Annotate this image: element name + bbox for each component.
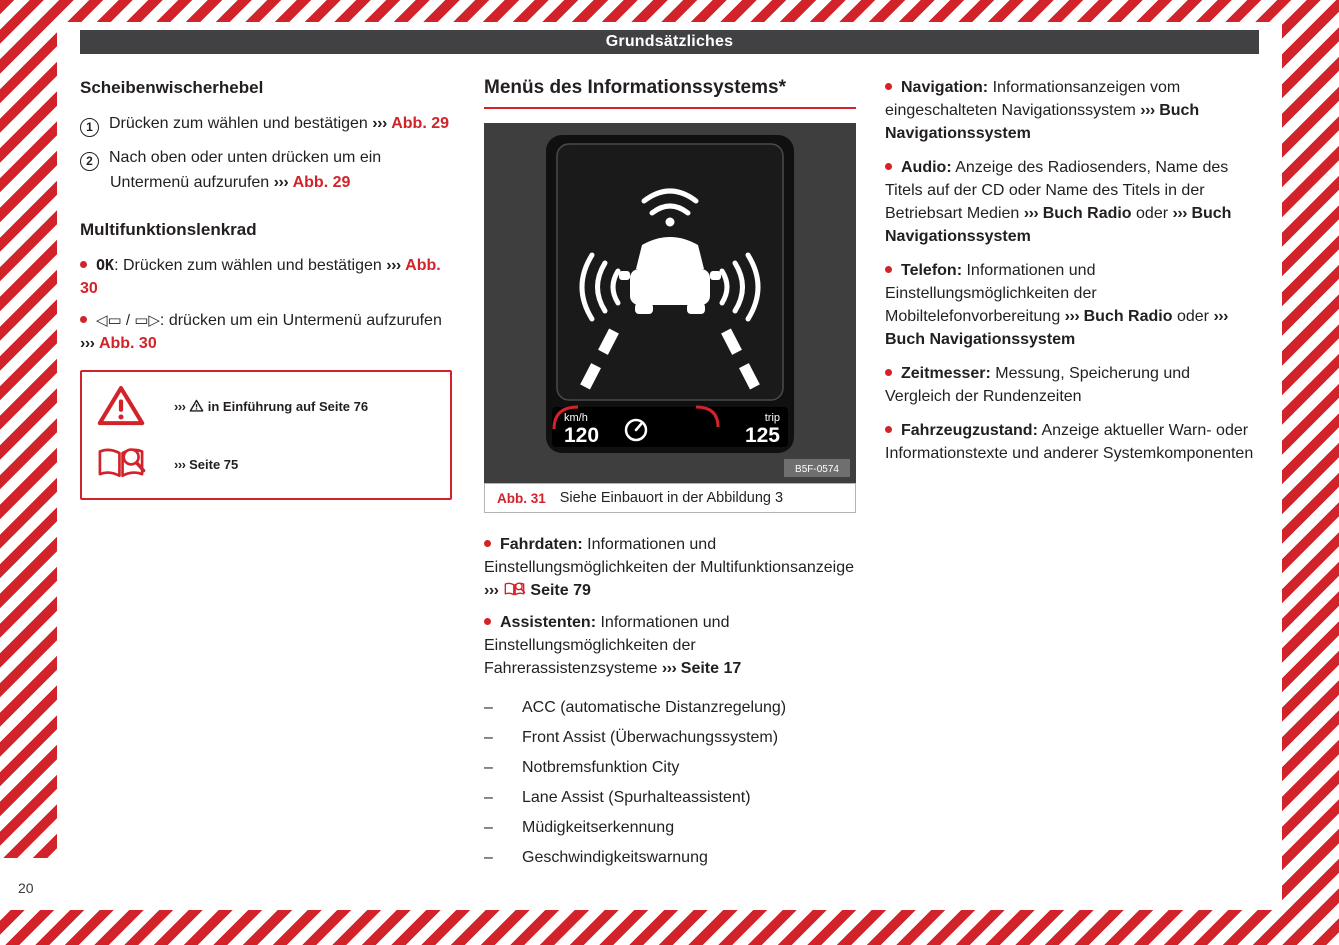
reference-arrows: ››› [174,456,186,472]
book-reference: Buch Radio [1042,205,1132,222]
figure-reference: Abb. 29 [391,115,450,132]
book-reference-row [96,442,436,486]
trip-value: 125 [744,424,780,447]
reference-arrows: ››› [386,257,401,274]
book-search-icon [96,442,146,486]
step-1-badge: 1 [80,118,99,137]
reference-arrows: ››› [1213,308,1228,325]
reference-arrows: ››› [661,660,677,677]
dash-glyph: – [484,789,493,806]
navigation-term: Navigation: [901,79,989,96]
assist-item-text: Müdigkeitserkennung [522,819,675,836]
telefon-text: Informationen und Einstellungsmöglichkeiten der Mobiltelefonvorbereitung [885,262,1097,325]
chapter-title: Grundsätzliches [605,33,734,50]
fahrdaten-term: Fahrdaten: [500,536,583,553]
bullet-audio [885,156,1257,248]
assistenten-text: Informationen und Einstellungsmöglichkeiten der Fahrerassistenzsysteme [484,614,730,677]
bullet-dot [80,316,87,323]
reference-arrows: ››› [372,115,387,132]
reference-arrows: ››› [273,174,289,191]
reference-arrows: ››› [1140,102,1155,119]
reference-arrows: ››› [1064,308,1080,325]
book-reference: Buch Navigationssystem [885,102,1200,142]
page-reference: Seite 17 [680,660,742,677]
heading-multifunction-wheel: Multifunktionslenkrad [80,220,257,239]
reference-arrows: ››› [174,398,186,414]
reference-arrows: ››› [1023,205,1039,222]
warning-reference-text [174,398,368,415]
speed-value: 120 [564,424,600,447]
trip-label: trip [764,412,780,424]
fahrzeugzustand-text: Anzeige aktueller Warn- oder Informationstexte und anderer Systemkomponenten [885,422,1254,462]
chapter-header-bar [80,30,1259,54]
step-2-badge: 2 [80,152,99,171]
reference-arrows: ››› [484,582,499,599]
rocker-switch-glyphs: ◁▭ / ▭▷ [96,312,160,329]
assist-systems-list [484,696,856,869]
bullet-dot [484,618,491,625]
telefon-term: Telefon: [901,262,963,279]
assist-item-text: Front Assist (Überwachungssystem) [522,729,779,746]
speed-unit-label: km/h [564,412,588,424]
dash-glyph: – [484,819,493,836]
dash-glyph: – [484,729,493,746]
assistenten-term: Assistenten: [500,614,597,631]
list-item [484,726,856,749]
bullet-telefon [885,259,1257,351]
numbered-item-2 [80,146,452,194]
bullet-dot [80,261,87,268]
assist-item-text: Lane Assist (Spurhalteassistent) [522,789,751,806]
reference-arrows: ››› [1172,205,1187,222]
right-column [885,76,1257,476]
warning-triangle-icon [96,384,146,428]
book-search-icon-inline [503,581,526,598]
joiner-text: oder [1176,308,1209,325]
caption-label: Abb. 31 [497,490,546,506]
figure-code: B5F-0574 [795,464,839,475]
heading-wiper-lever: Scheibenwischerhebel [80,78,264,97]
bullet-navigation [885,76,1257,145]
book-reference: Buch Navigationssystem [885,205,1232,245]
bullet-ok-text: : Drücken zum wählen und bestätigen [114,257,382,274]
bullet-dot [885,426,892,433]
dash-glyph: – [484,699,493,716]
fahrzeugzustand-term: Fahrzeugzustand: [901,422,1038,439]
bullet-dot [885,369,892,376]
bullet-dot [885,163,892,170]
fahrdaten-text: Informationen und Einstellungsmöglichkeiten der Multifunktionsanzeige [484,536,854,576]
bullet-rocker-switch [80,309,452,355]
safety-reference-box [80,370,452,500]
bullet-dot [885,266,892,273]
step-2-text: Nach oben oder unten drücken um ein Untermenü aufzurufen [109,149,382,191]
bullet-dot [885,83,892,90]
step-1-text: Drücken zum wählen und bestätigen [109,115,368,132]
page-reference: Seite 79 [530,582,591,599]
bullet-dot [484,540,491,547]
bullet-rocker-text: : drücken um ein Untermenü aufzurufen [159,312,442,329]
numbered-item-1 [80,112,452,137]
figure-reference: Abb. 30 [98,335,157,352]
zeitmesser-text: Messung, Speicherung und Vergleich der Rundenzeiten [885,365,1191,405]
list-item [484,816,856,839]
bullet-assistenten [484,611,856,680]
warning-reference-row [96,384,436,428]
middle-column [484,76,856,876]
navigation-text: Informationsanzeigen vom eingeschalteten Navigationssystem [885,79,1181,119]
warning-icon-inline [189,399,204,412]
audio-term: Audio: [901,159,952,176]
book-reference-text [174,456,238,473]
assist-item-text: Notbremsfunktion City [522,759,680,776]
assist-item-text: ACC (automatische Distanzregelung) [522,699,787,716]
list-item [484,846,856,869]
infotainment-display-figure [484,123,856,483]
assist-item-text: Geschwindigkeitswarnung [522,849,708,866]
caption-text: Siehe Einbauort in der Abbildung 3 [559,489,784,506]
audio-text: Anzeige des Radiosenders, Name des Titels auf der CD oder Name des Titels in der Betriebsart Medien [885,159,1229,222]
joiner-text: oder [1136,205,1169,222]
bullet-ok-button [80,254,452,300]
antenna-dot [666,218,675,227]
zeitmesser-term: Zeitmesser: [901,365,991,382]
warning-reference-label: in Einführung auf Seite 76 [207,398,369,414]
bullet-fahrdaten [484,533,856,602]
figure-caption [484,483,856,513]
book-reference-label: Seite 75 [189,456,239,472]
figure-reference: Abb. 29 [292,174,351,191]
book-reference: Buch Navigationssystem [885,331,1076,348]
book-reference: Buch Radio [1083,308,1173,325]
dash-glyph: – [484,759,493,776]
figure-reference: Abb. 30 [80,257,441,297]
list-item [484,756,856,779]
list-item [484,786,856,809]
section-heading: Menüs des Informationssystems* [484,76,856,109]
bullet-fahrzeugzustand [885,419,1257,465]
ok-key-label: OK [96,256,115,274]
list-item [484,696,856,719]
left-column [80,76,452,500]
bullet-zeitmesser [885,362,1257,408]
dash-glyph: – [484,849,493,866]
page-number: 20 [18,880,34,896]
reference-arrows: ››› [80,335,95,352]
